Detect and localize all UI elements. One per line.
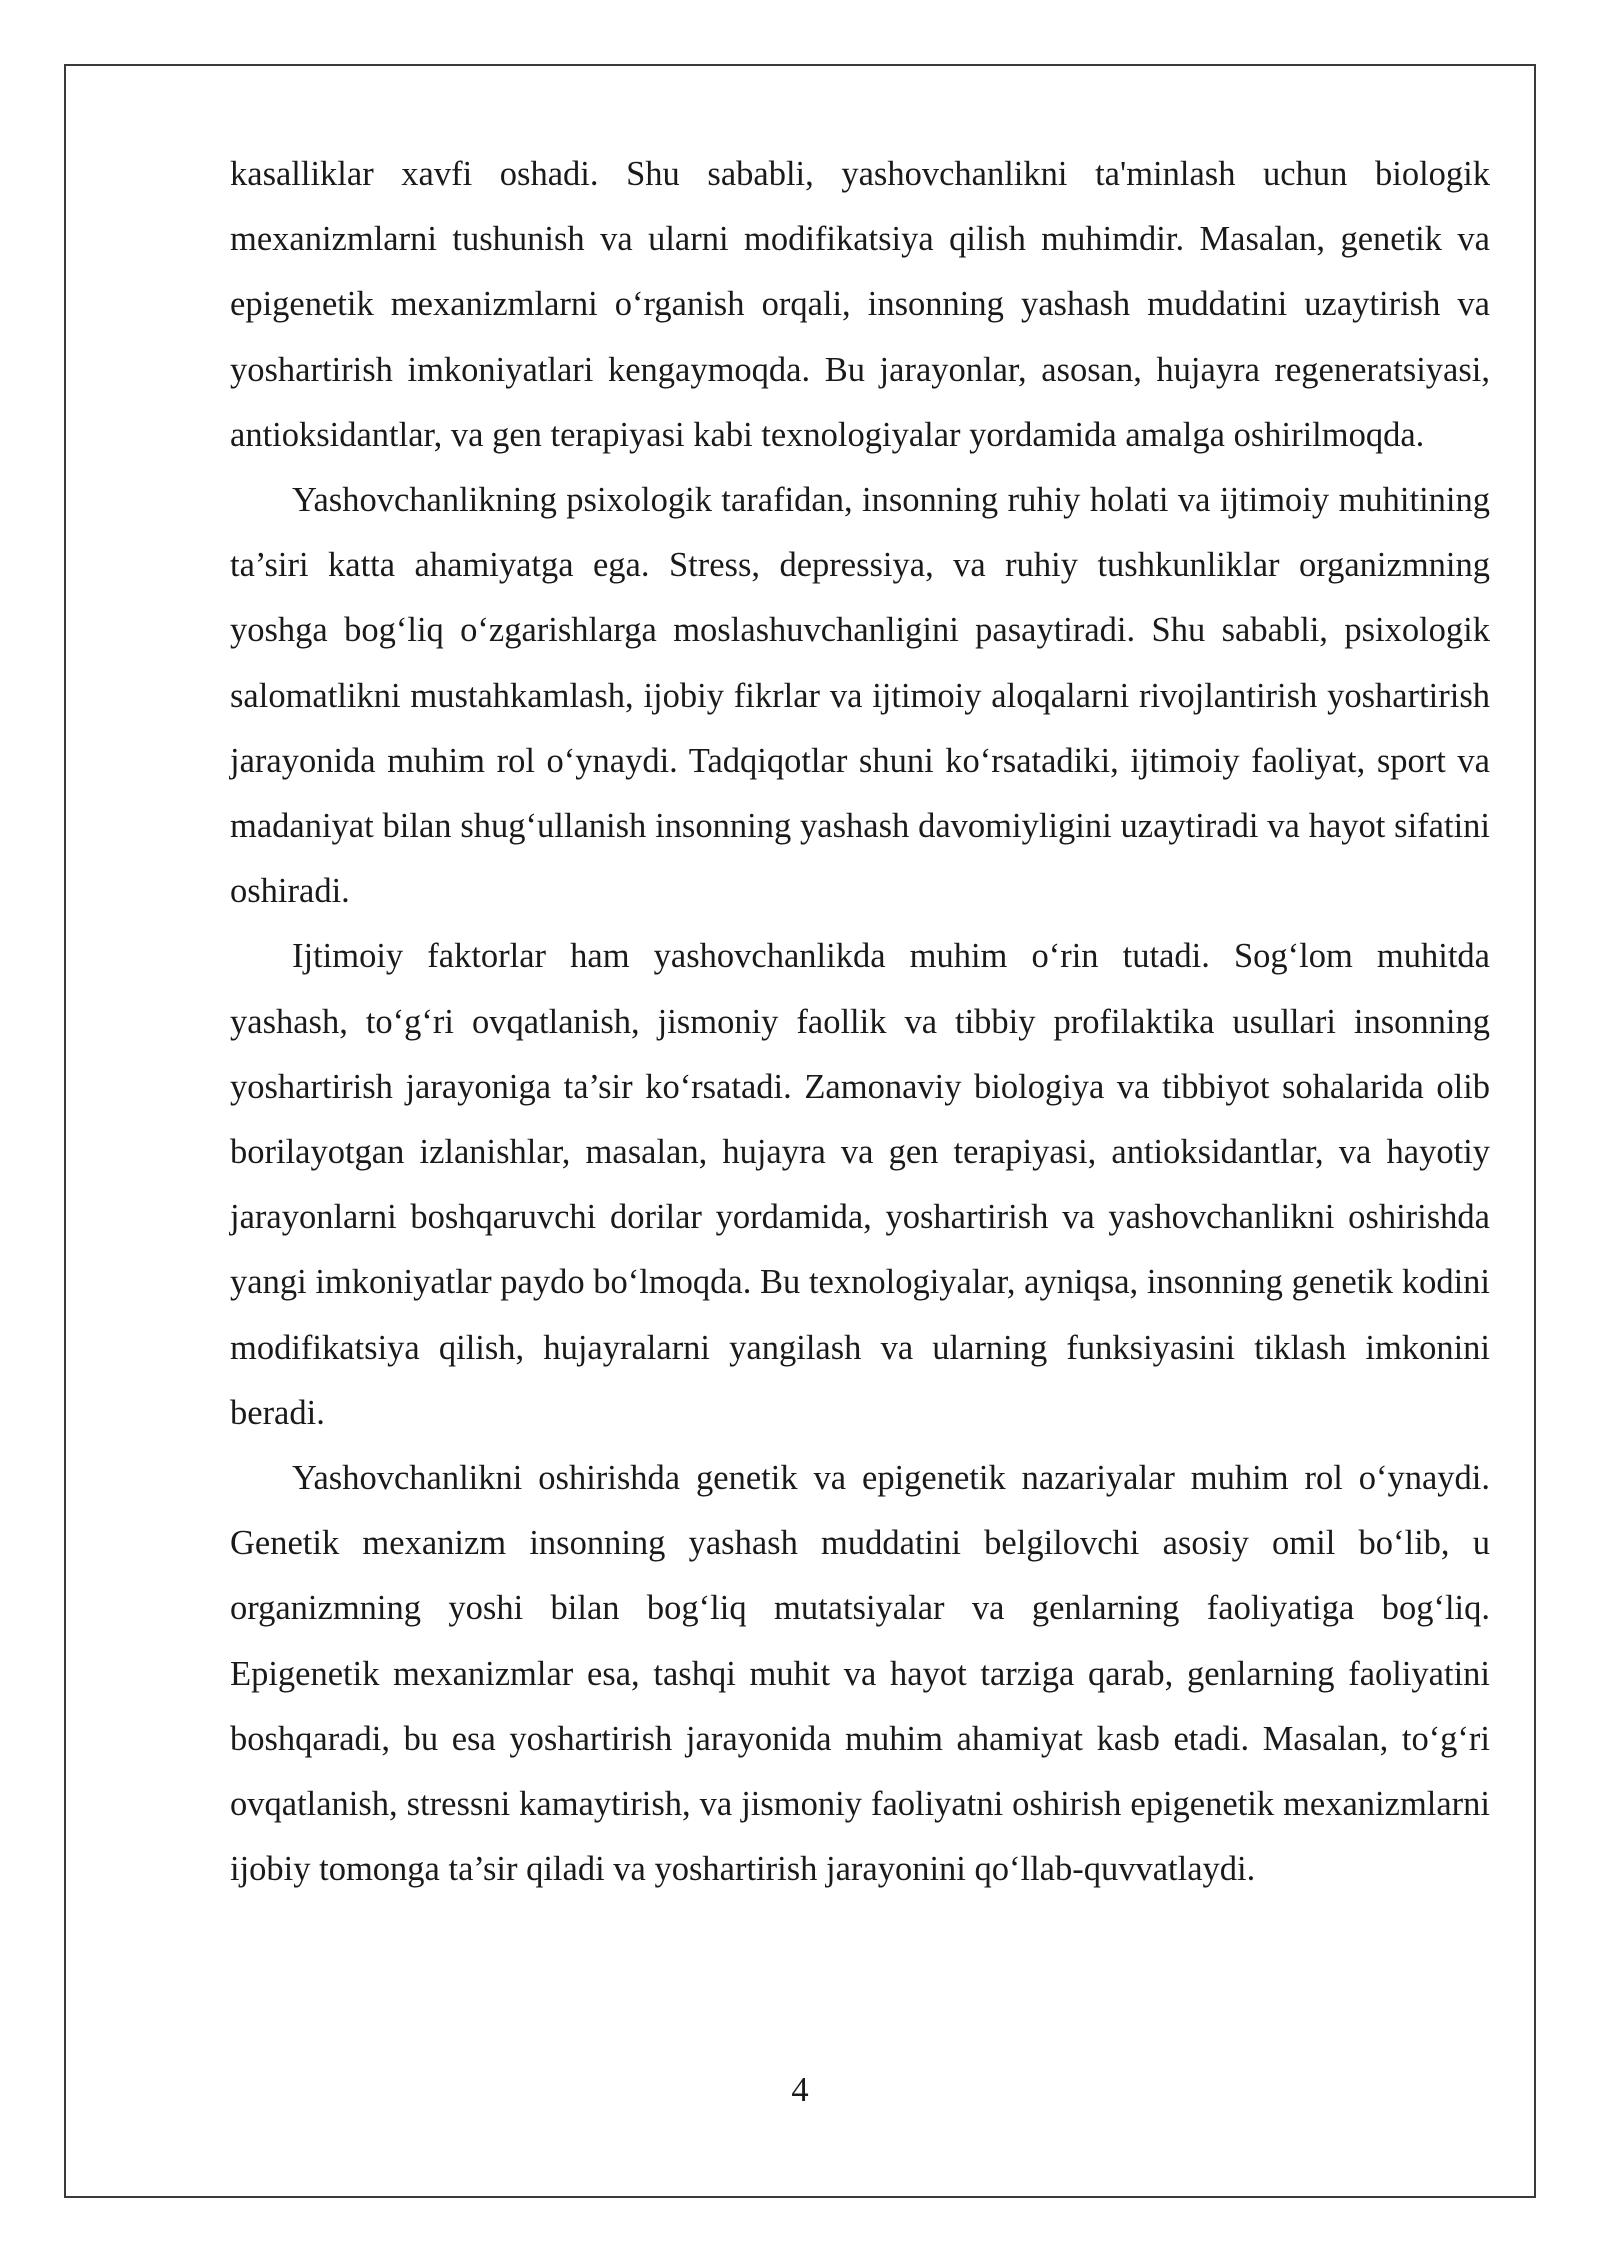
document-body xyxy=(230,142,1490,1902)
page-number: 4 xyxy=(791,2071,809,2109)
paragraph-continuation: kasalliklar xavfi oshadi. Shu sababli, yashovchanlikni ta'minlash uchun biologik mexanizmlarni tushunish va ularni modifikatsiya qilish muhimdir. Masalan, genetik va epigenetik mexanizmlarni o‘rganish orqali, insonning yashash muddatini uzaytirish va yoshartirish imkoniyatlari kengaymoqda. Bu jarayonlar, asosan, hujayra regeneratsiyasi, antioksidantlar, va gen terapiyasi kabi texnologiyalar yordamida amalga oshirilmoqda. xyxy=(230,155,1490,454)
paragraph-psychological: Yashovchanlikning psixologik tarafidan, insonning ruhiy holati va ijtimoiy muhitining ta’siri katta ahamiyatga ega. Stress, depressiya, va ruhiy tushkunliklar organizmning yoshga bog‘liq o‘zgarishlarga moslashuvchanligini pasaytiradi. Shu sababli, psixologik salomatlikni mustahkamlash, ijobiy fikrlar va ijtimoiy aloqalarni rivojlantirish yoshartirish jarayonida muhim rol o‘ynaydi. Tadqiqotlar shuni ko‘rsatadiki, ijtimoiy faoliyat, sport va madaniyat bilan shug‘ullanish insonning yashash davomiyligini uzaytiradi va hayot sifatini oshiradi. xyxy=(230,481,1490,911)
paragraph-genetic-epigenetic: Yashovchanlikni oshirishda genetik va epigenetik nazariyalar muhim rol o‘ynaydi. Genetik mexanizm insonning yashash muddatini belgilovchi asosiy omil bo‘lib, u organizmning yoshi bilan bog‘liq mutatsiyalar va genlarning faoliyatiga bog‘liq. Epigenetik mexanizmlar esa, tashqi muhit va hayot tarziga qarab, genlarning faoliyatini boshqaradi, bu esa yoshartirish jarayonida muhim ahamiyat kasb etadi. Masalan, to‘g‘ri ovqatlanish, stressni kamaytirish, va jismoniy faoliyatni oshirish epigenetik mexanizmlarni ijobiy tomonga ta’sir qiladi va yoshartirish jarayonini qo‘llab-quvvatlaydi. xyxy=(230,1459,1490,1889)
paragraph-social-factors: Ijtimoiy faktorlar ham yashovchanlikda muhim o‘rin tutadi. Sog‘lom muhitda yashash, to‘g‘ri ovqatlanish, jismoniy faollik va tibbiy profilaktika usullari insonning yoshartirish jarayoniga ta’sir ko‘rsatadi. Zamonaviy biologiya va tibbiyot sohalarida olib borilayotgan izlanishlar, masalan, hujayra va gen terapiyasi, antioksidantlar, va hayotiy jarayonlarni boshqaruvchi dorilar yordamida, yoshartirish va yashovchanlikni oshirishda yangi imkoniyatlar paydo bo‘lmoqda. Bu texnologiyalar, ayniqsa, insonning genetik kodini modifikatsiya qilish, hujayralarni yangilash va ularning funksiyasini tiklash imkonini beradi. xyxy=(230,937,1490,1432)
